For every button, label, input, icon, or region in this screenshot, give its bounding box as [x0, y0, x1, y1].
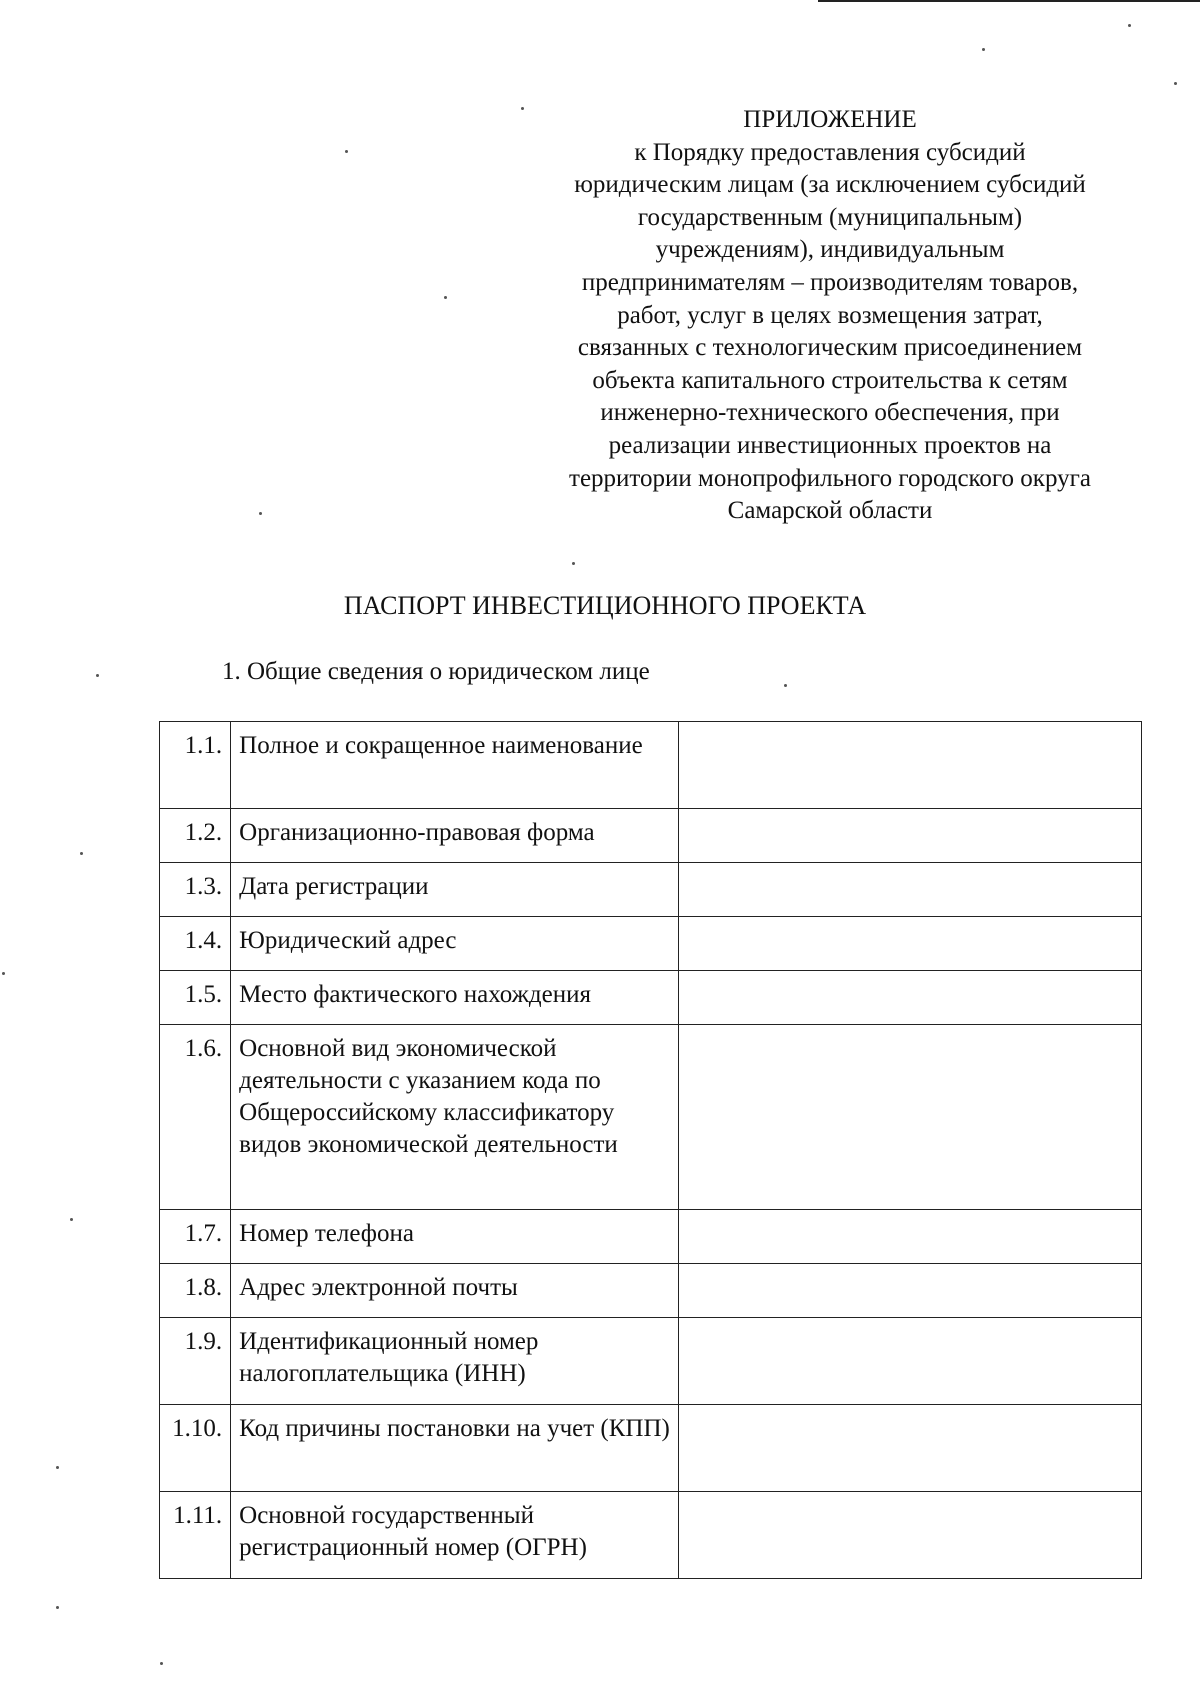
row-label: Дата регистрации: [231, 863, 679, 917]
legal-entity-table: [159, 721, 1142, 1579]
scan-speck: [1174, 82, 1177, 85]
row-number: 1.5.: [160, 971, 231, 1025]
row-value-cell[interactable]: [679, 809, 1142, 863]
appendix-line: территории монопрофильного городского округа: [569, 464, 1091, 492]
row-label: Код причины постановки на учет (КПП): [231, 1405, 679, 1492]
scan-speck: [96, 674, 99, 677]
row-value-cell[interactable]: [679, 1405, 1142, 1492]
row-number: 1.6.: [160, 1025, 231, 1210]
appendix-line: Самарской области: [727, 497, 933, 525]
table-row: [160, 917, 1142, 971]
row-value-cell[interactable]: [679, 971, 1142, 1025]
row-number: 1.8.: [160, 1264, 231, 1318]
appendix-line: юридическим лицам (за исключением субсидий: [574, 171, 1086, 199]
appendix-heading: ПРИЛОЖЕНИЕ: [743, 106, 917, 133]
scan-speck: [80, 852, 83, 855]
section-heading: 1. Общие сведения о юридическом лице: [222, 658, 650, 685]
row-number: 1.7.: [160, 1210, 231, 1264]
row-value-cell[interactable]: [679, 1210, 1142, 1264]
row-number: 1.4.: [160, 917, 231, 971]
row-label: Идентификационный номер налогоплательщика (ИНН): [231, 1318, 679, 1405]
scan-speck: [56, 1606, 59, 1609]
row-number: 1.10.: [160, 1405, 231, 1492]
scan-speck: [1128, 24, 1131, 27]
table-row: [160, 1025, 1142, 1210]
scan-speck: [259, 512, 262, 515]
row-label: Место фактического нахождения: [231, 971, 679, 1025]
row-value-cell[interactable]: [679, 722, 1142, 809]
row-label: Основной государственный регистрационный номер (ОГРН): [231, 1492, 679, 1579]
appendix-line: к Порядку предоставления субсидий: [634, 138, 1026, 166]
row-value-cell[interactable]: [679, 863, 1142, 917]
table-row: [160, 1492, 1142, 1579]
appendix-block: [520, 104, 1140, 528]
scan-speck: [572, 562, 575, 565]
row-label: Номер телефона: [231, 1210, 679, 1264]
scan-speck: [2, 972, 5, 975]
row-number: 1.9.: [160, 1318, 231, 1405]
appendix-line: учреждениям), индивидуальным: [655, 236, 1005, 264]
appendix-line: связанных с технологическим присоединением: [577, 334, 1083, 362]
row-value-cell[interactable]: [679, 1492, 1142, 1579]
appendix-line: государственным (муниципальным): [637, 203, 1023, 231]
scan-speck: [160, 1662, 163, 1665]
scan-speck: [70, 1218, 73, 1221]
scan-speck: [345, 150, 348, 153]
table-row: [160, 1264, 1142, 1318]
table-row: [160, 1318, 1142, 1405]
top-rule: [818, 0, 1200, 2]
document-title: ПАСПОРТ ИНВЕСТИЦИОННОГО ПРОЕКТА: [343, 591, 867, 620]
table-row: [160, 1405, 1142, 1492]
row-value-cell[interactable]: [679, 1264, 1142, 1318]
row-number: 1.1.: [160, 722, 231, 809]
table-row: [160, 722, 1142, 809]
appendix-line: объекта капитального строительства к сетям: [592, 366, 1068, 394]
row-label: Адрес электронной почты: [231, 1264, 679, 1318]
row-label: Юридический адрес: [231, 917, 679, 971]
scan-speck: [444, 296, 447, 299]
appendix-line: реализации инвестиционных проектов на: [608, 431, 1052, 459]
scan-speck: [784, 684, 787, 687]
scan-speck: [982, 48, 985, 51]
row-number: 1.11.: [160, 1492, 231, 1579]
scan-speck: [56, 1466, 59, 1469]
appendix-line: работ, услуг в целях возмещения затрат,: [617, 301, 1043, 329]
row-label: Основной вид экономической деятельности с указанием кода по Общероссийскому классификатору видов экономической деятельности: [231, 1025, 679, 1210]
scan-speck: [521, 107, 524, 110]
table-row: [160, 809, 1142, 863]
row-label: Организационно-правовая форма: [231, 809, 679, 863]
row-number: 1.2.: [160, 809, 231, 863]
row-value-cell[interactable]: [679, 1025, 1142, 1210]
row-label: Полное и сокращенное наименование: [231, 722, 679, 809]
appendix-line: предпринимателям – производителям товаров,: [581, 268, 1079, 296]
table-row: [160, 971, 1142, 1025]
row-value-cell[interactable]: [679, 1318, 1142, 1405]
row-number: 1.3.: [160, 863, 231, 917]
appendix-line: инженерно-технического обеспечения, при: [600, 399, 1060, 427]
table-row: [160, 1210, 1142, 1264]
row-value-cell[interactable]: [679, 917, 1142, 971]
table-row: [160, 863, 1142, 917]
